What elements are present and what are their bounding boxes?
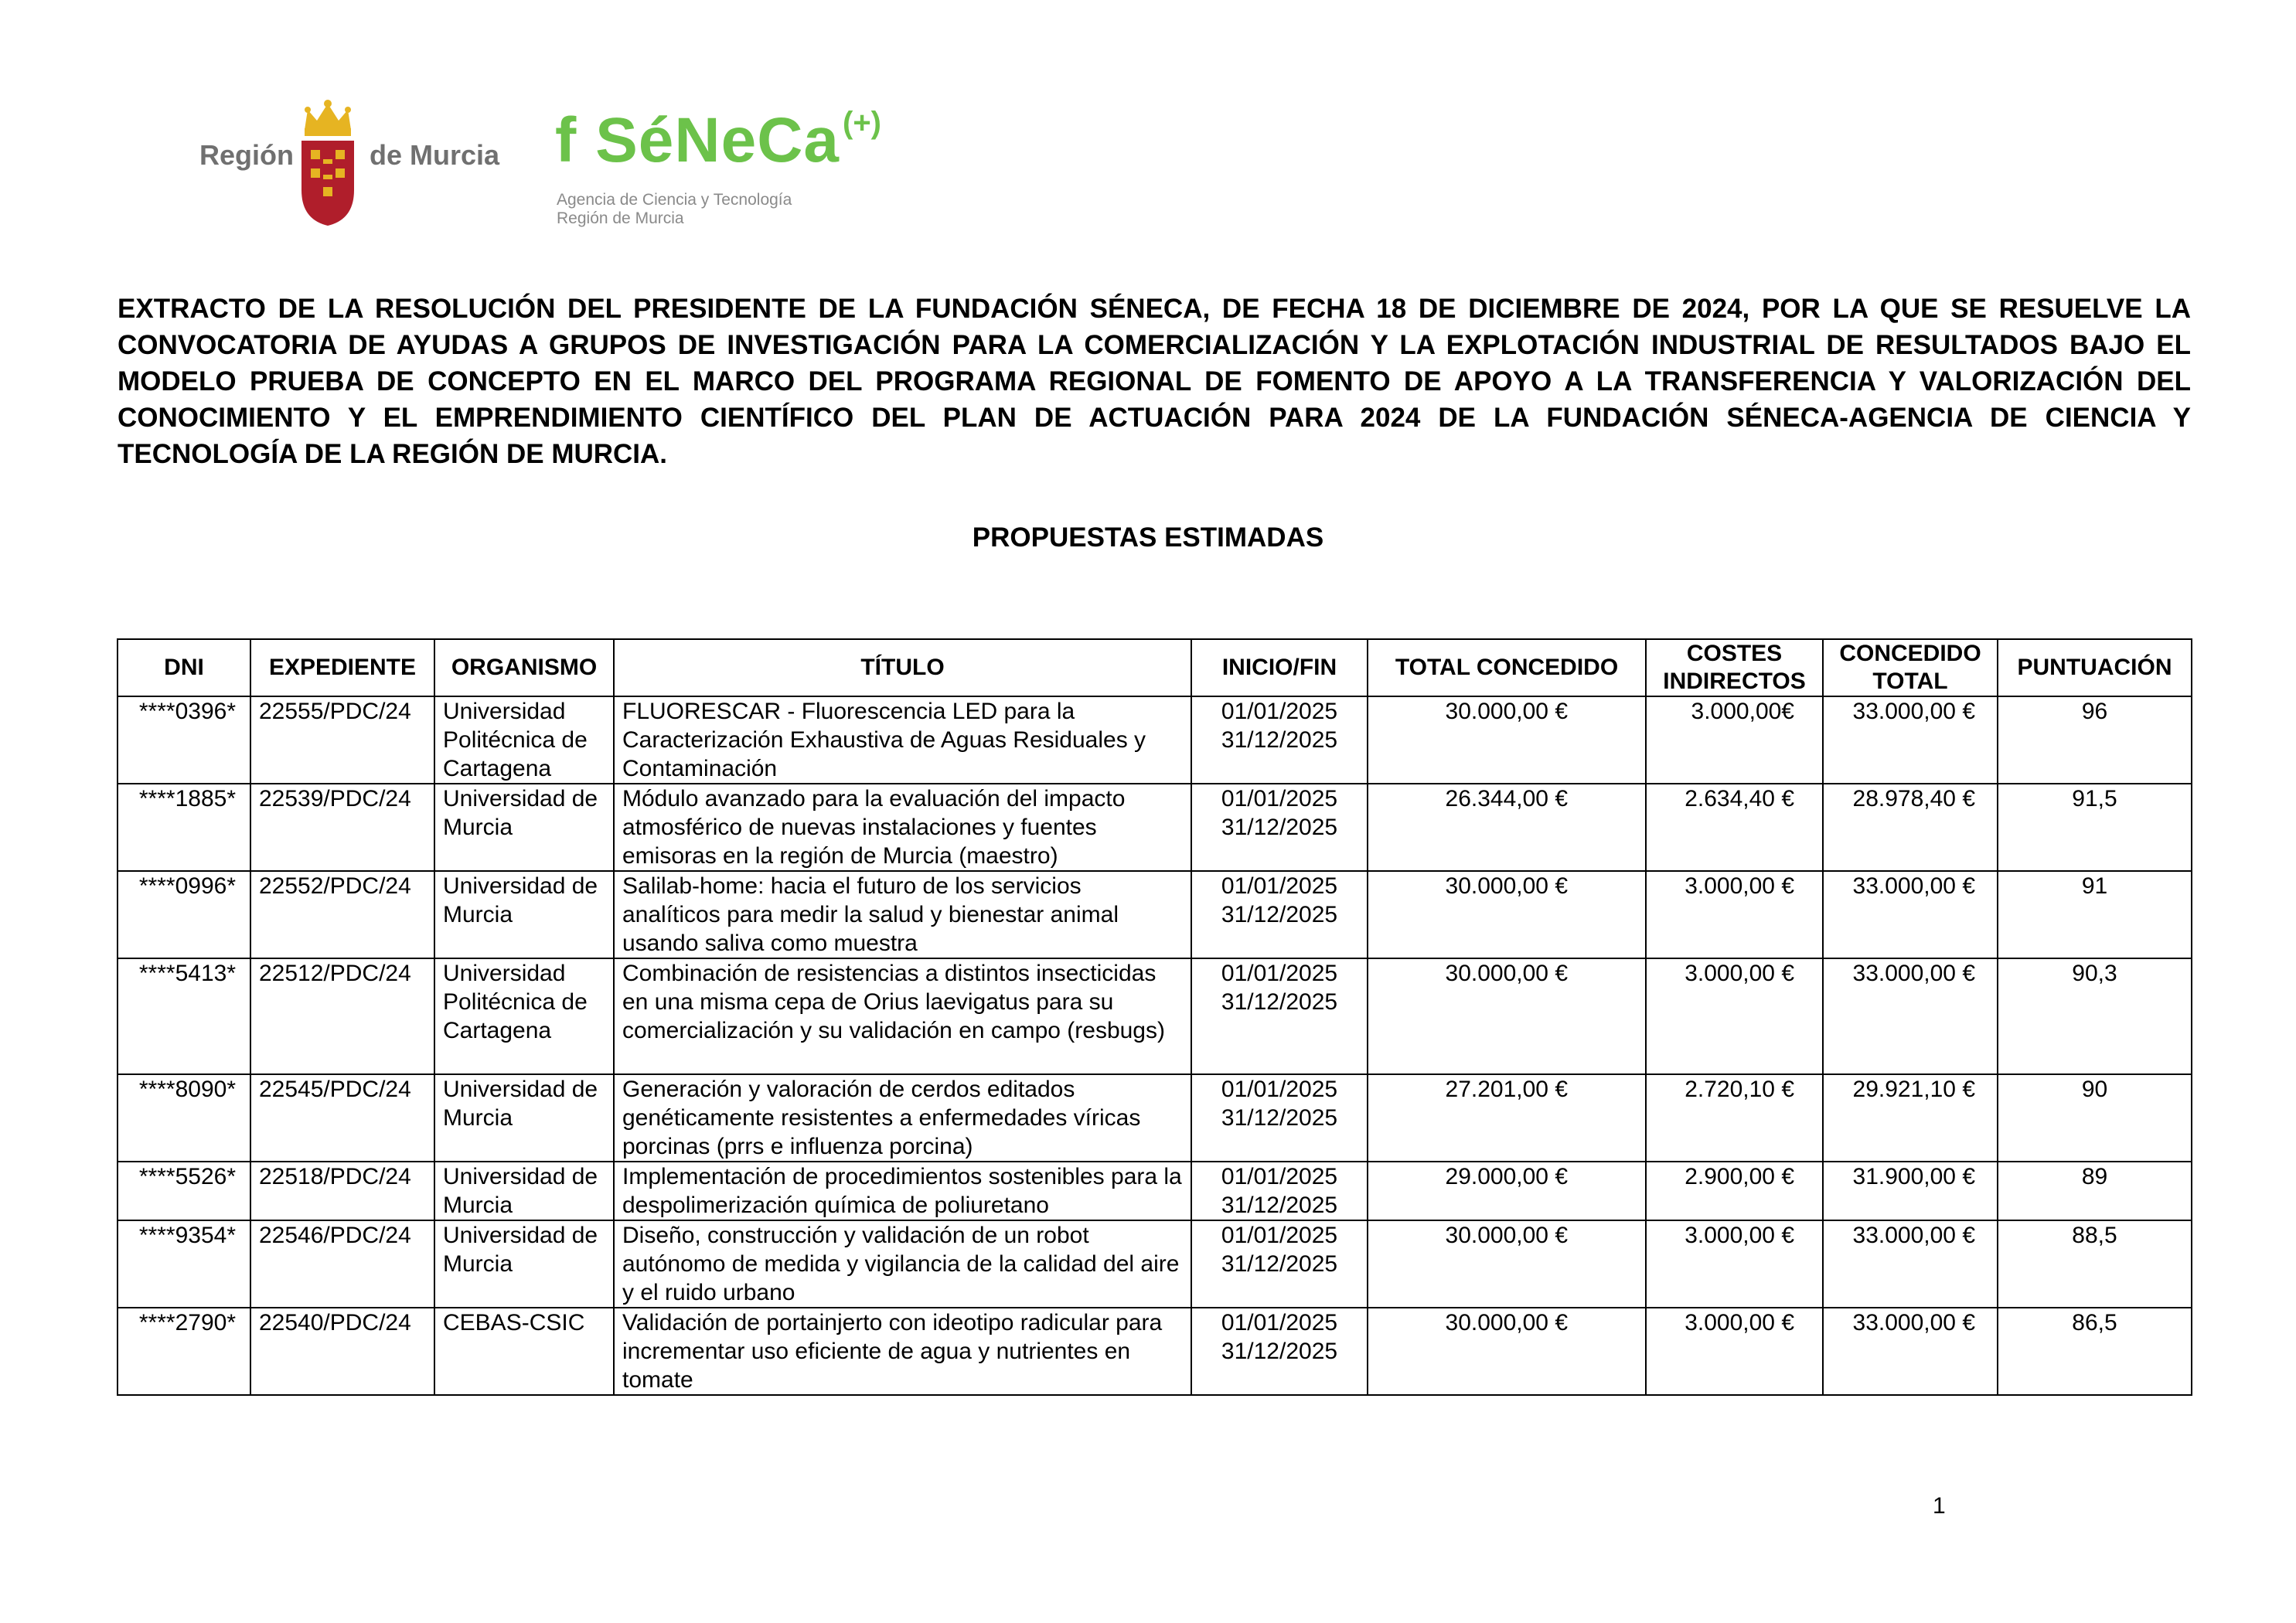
cell-costes-indirectos: 3.000,00 € xyxy=(1646,958,1823,1074)
cell-inicio: 01/01/2025 xyxy=(1221,1164,1338,1189)
cell-total-concedido: 29.000,00 € xyxy=(1368,1162,1646,1220)
header-concedido-total xyxy=(1823,639,1998,696)
cell-total-concedido: 27.201,00 € xyxy=(1368,1074,1646,1162)
cell-total-concedido: 30.000,00 € xyxy=(1368,1220,1646,1308)
section-title: PROPUESTAS ESTIMADAS xyxy=(972,522,1324,553)
cell-puntuacion: 91,5 xyxy=(1998,784,2192,871)
cell-titulo: Combinación de resistencias a distintos insecticidas en una misma cepa de Orius laevigatus para su comercialización y su validación en campo (resbugs) xyxy=(614,958,1191,1074)
table-row xyxy=(118,1074,2192,1162)
table-row xyxy=(118,696,2192,784)
cell-titulo: Módulo avanzado para la evaluación del impacto atmosférico de nuevas instalaciones y fuentes emisoras en la región de Murcia (maestro) xyxy=(614,784,1191,871)
cell-titulo: Implementación de procedimientos sostenibles para la despolimerización química de poliuretano xyxy=(614,1162,1191,1220)
cell-dni: ****5526* xyxy=(118,1162,250,1220)
cell-fin: 31/12/2025 xyxy=(1221,902,1338,927)
cell-inicio-fin xyxy=(1191,1220,1368,1308)
cell-titulo: Salilab-home: hacia el futuro de los servicios analíticos para medir la salud y bienestar animal usando saliva como muestra xyxy=(614,871,1191,958)
header-concedido-line-2: TOTAL xyxy=(1872,669,1948,694)
cell-organismo: CEBAS-CSIC xyxy=(434,1308,614,1395)
cell-dni: ****5413* xyxy=(118,958,250,1074)
cell-expediente: 22555/PDC/24 xyxy=(250,696,434,784)
header-titulo: TÍTULO xyxy=(614,639,1191,696)
cell-inicio: 01/01/2025 xyxy=(1221,1223,1338,1248)
cell-dni: ****0396* xyxy=(118,696,250,784)
cell-concedido-total: 28.978,40 € xyxy=(1823,784,1998,871)
seneca-subtitle-line-2: Región de Murcia xyxy=(557,209,684,227)
cell-expediente: 22540/PDC/24 xyxy=(250,1308,434,1395)
cell-inicio: 01/01/2025 xyxy=(1221,699,1338,724)
cell-titulo: Diseño, construcción y validación de un robot autónomo de medida y vigilancia de la calidad del aire y el ruido urbano xyxy=(614,1220,1191,1308)
cell-total-concedido: 26.344,00 € xyxy=(1368,784,1646,871)
header-total-concedido: TOTAL CONCEDIDO xyxy=(1368,639,1646,696)
cell-inicio: 01/01/2025 xyxy=(1221,961,1338,986)
cell-costes-indirectos: 3.000,00 € xyxy=(1646,871,1823,958)
cell-dni: ****2790* xyxy=(118,1308,250,1395)
cell-expediente: 22545/PDC/24 xyxy=(250,1074,434,1162)
cell-expediente: 22552/PDC/24 xyxy=(250,871,434,958)
header-inicio-fin: INICIO/FIN xyxy=(1191,639,1368,696)
cell-fin: 31/12/2025 xyxy=(1221,1251,1338,1277)
cell-costes-indirectos: 3.000,00 € xyxy=(1646,1308,1823,1395)
cell-concedido-total: 33.000,00 € xyxy=(1823,871,1998,958)
cell-organismo: Universidad de Murcia xyxy=(434,871,614,958)
header-organismo: ORGANISMO xyxy=(434,639,614,696)
cell-costes-indirectos: 3.000,00 € xyxy=(1646,1220,1823,1308)
page-number: 1 xyxy=(1933,1493,1946,1519)
cell-concedido-total: 33.000,00 € xyxy=(1823,1220,1998,1308)
cell-concedido-total: 33.000,00 € xyxy=(1823,696,1998,784)
cell-costes-indirectos: 2.720,10 € xyxy=(1646,1074,1823,1162)
cell-inicio-fin xyxy=(1191,784,1368,871)
cell-expediente: 22512/PDC/24 xyxy=(250,958,434,1074)
seneca-plus-mark: (+) xyxy=(843,106,881,140)
cell-concedido-total: 29.921,10 € xyxy=(1823,1074,1998,1162)
cell-inicio-fin xyxy=(1191,1162,1368,1220)
cell-puntuacion: 90 xyxy=(1998,1074,2192,1162)
cell-fin: 31/12/2025 xyxy=(1221,989,1338,1015)
cell-organismo: Universidad de Murcia xyxy=(434,1162,614,1220)
region-de-murcia-logo xyxy=(199,99,509,230)
cell-total-concedido: 30.000,00 € xyxy=(1368,1308,1646,1395)
cell-costes-indirectos: 3.000,00€ xyxy=(1646,696,1823,784)
cell-inicio: 01/01/2025 xyxy=(1221,786,1338,812)
header-puntuacion: PUNTUACIÓN xyxy=(1998,639,2192,696)
cell-total-concedido: 30.000,00 € xyxy=(1368,696,1646,784)
table-row xyxy=(118,784,2192,871)
header-costes-line-1: COSTES xyxy=(1686,641,1783,666)
cell-inicio-fin xyxy=(1191,958,1368,1074)
cell-dni: ****0996* xyxy=(118,871,250,958)
cell-puntuacion: 88,5 xyxy=(1998,1220,2192,1308)
table-row xyxy=(118,1308,2192,1395)
cell-total-concedido: 30.000,00 € xyxy=(1368,871,1646,958)
cell-concedido-total: 33.000,00 € xyxy=(1823,958,1998,1074)
cell-puntuacion: 86,5 xyxy=(1998,1308,2192,1395)
header-expediente: EXPEDIENTE xyxy=(250,639,434,696)
cell-organismo: Universidad de Murcia xyxy=(434,1220,614,1308)
cell-titulo: Generación y valoración de cerdos editados genéticamente resistentes a enfermedades víricas porcinas (prrs e influenza porcina) xyxy=(614,1074,1191,1162)
cell-expediente: 22518/PDC/24 xyxy=(250,1162,434,1220)
cell-fin: 31/12/2025 xyxy=(1221,727,1338,753)
cell-inicio: 01/01/2025 xyxy=(1221,1310,1338,1335)
cell-fin: 31/12/2025 xyxy=(1221,1105,1338,1131)
cell-inicio-fin xyxy=(1191,871,1368,958)
table-header-row xyxy=(118,639,2192,696)
cell-organismo: Universidad Politécnica de Cartagena xyxy=(434,696,614,784)
cell-costes-indirectos: 2.900,00 € xyxy=(1646,1162,1823,1220)
cell-puntuacion: 90,3 xyxy=(1998,958,2192,1074)
document-title: EXTRACTO DE LA RESOLUCIÓN DEL PRESIDENTE DE LA FUNDACIÓN SÉNECA, DE FECHA 18 DE DICIEMBRE DE 2024, POR LA QUE SE RESUELVE LA CONVOCATORIA DE AYUDAS A GRUPOS DE INVESTIGACIÓN PARA LA COMERCIALIZACIÓN Y LA EXPLOTACIÓN INDUSTRIAL DE RESULTADOS BAJO EL MODELO PRUEBA DE CONCEPTO EN EL MARCO DEL PROGRAMA REGIONAL DE FOMENTO DE APOYO A LA TRANSFERENCIA Y VALORIZACIÓN DEL CONOCIMIENTO Y EL EMPRENDIMIENTO CIENTÍFICO DEL PLAN DE ACTUACIÓN PARA 2024 DE LA FUNDACIÓN SÉNECA-AGENCIA DE CIENCIA Y TECNOLOGÍA DE LA REGIÓN DE MURCIA. xyxy=(118,294,2191,469)
propuestas-table xyxy=(117,638,2192,1396)
cell-inicio: 01/01/2025 xyxy=(1221,1077,1338,1102)
cell-titulo: FLUORESCAR - Fluorescencia LED para la Caracterización Exhaustiva de Aguas Residuales y Contaminación xyxy=(614,696,1191,784)
table-row xyxy=(118,958,2192,1074)
header-concedido-line-1: CONCEDIDO xyxy=(1839,641,1981,666)
cell-expediente: 22539/PDC/24 xyxy=(250,784,434,871)
header-costes-line-2: INDIRECTOS xyxy=(1663,669,1806,694)
cell-concedido-total: 33.000,00 € xyxy=(1823,1308,1998,1395)
cell-fin: 31/12/2025 xyxy=(1221,1339,1338,1364)
seneca-subtitle-line-1: Agencia de Ciencia y Tecnología xyxy=(557,191,792,209)
cell-dni: ****1885* xyxy=(118,784,250,871)
coat-of-arms-icon xyxy=(297,99,359,227)
cell-organismo: Universidad Politécnica de Cartagena xyxy=(434,958,614,1074)
cell-organismo: Universidad de Murcia xyxy=(434,784,614,871)
seneca-brand: f SéNeCa xyxy=(555,105,840,175)
table-row xyxy=(118,1220,2192,1308)
cell-puntuacion: 91 xyxy=(1998,871,2192,958)
header-dni: DNI xyxy=(118,639,250,696)
cell-concedido-total: 31.900,00 € xyxy=(1823,1162,1998,1220)
cell-inicio-fin xyxy=(1191,1308,1368,1395)
cell-dni: ****9354* xyxy=(118,1220,250,1308)
cell-organismo: Universidad de Murcia xyxy=(434,1074,614,1162)
cell-expediente: 22546/PDC/24 xyxy=(250,1220,434,1308)
cell-titulo: Validación de portainjerto con ideotipo radicular para incrementar uso eficiente de agua y nutrientes en tomate xyxy=(614,1308,1191,1395)
de-murcia-word: de Murcia xyxy=(370,139,500,171)
cell-inicio-fin xyxy=(1191,696,1368,784)
cell-puntuacion: 96 xyxy=(1998,696,2192,784)
fundacion-seneca-logo xyxy=(555,104,911,232)
cell-costes-indirectos: 2.634,40 € xyxy=(1646,784,1823,871)
table-row xyxy=(118,871,2192,958)
cell-total-concedido: 30.000,00 € xyxy=(1368,958,1646,1074)
region-word: Región xyxy=(199,139,294,171)
cell-inicio-fin xyxy=(1191,1074,1368,1162)
cell-inicio: 01/01/2025 xyxy=(1221,873,1338,899)
cell-puntuacion: 89 xyxy=(1998,1162,2192,1220)
cell-fin: 31/12/2025 xyxy=(1221,1193,1338,1218)
cell-fin: 31/12/2025 xyxy=(1221,815,1338,840)
header-costes-indirectos xyxy=(1646,639,1823,696)
cell-dni: ****8090* xyxy=(118,1074,250,1162)
table-row xyxy=(118,1162,2192,1220)
